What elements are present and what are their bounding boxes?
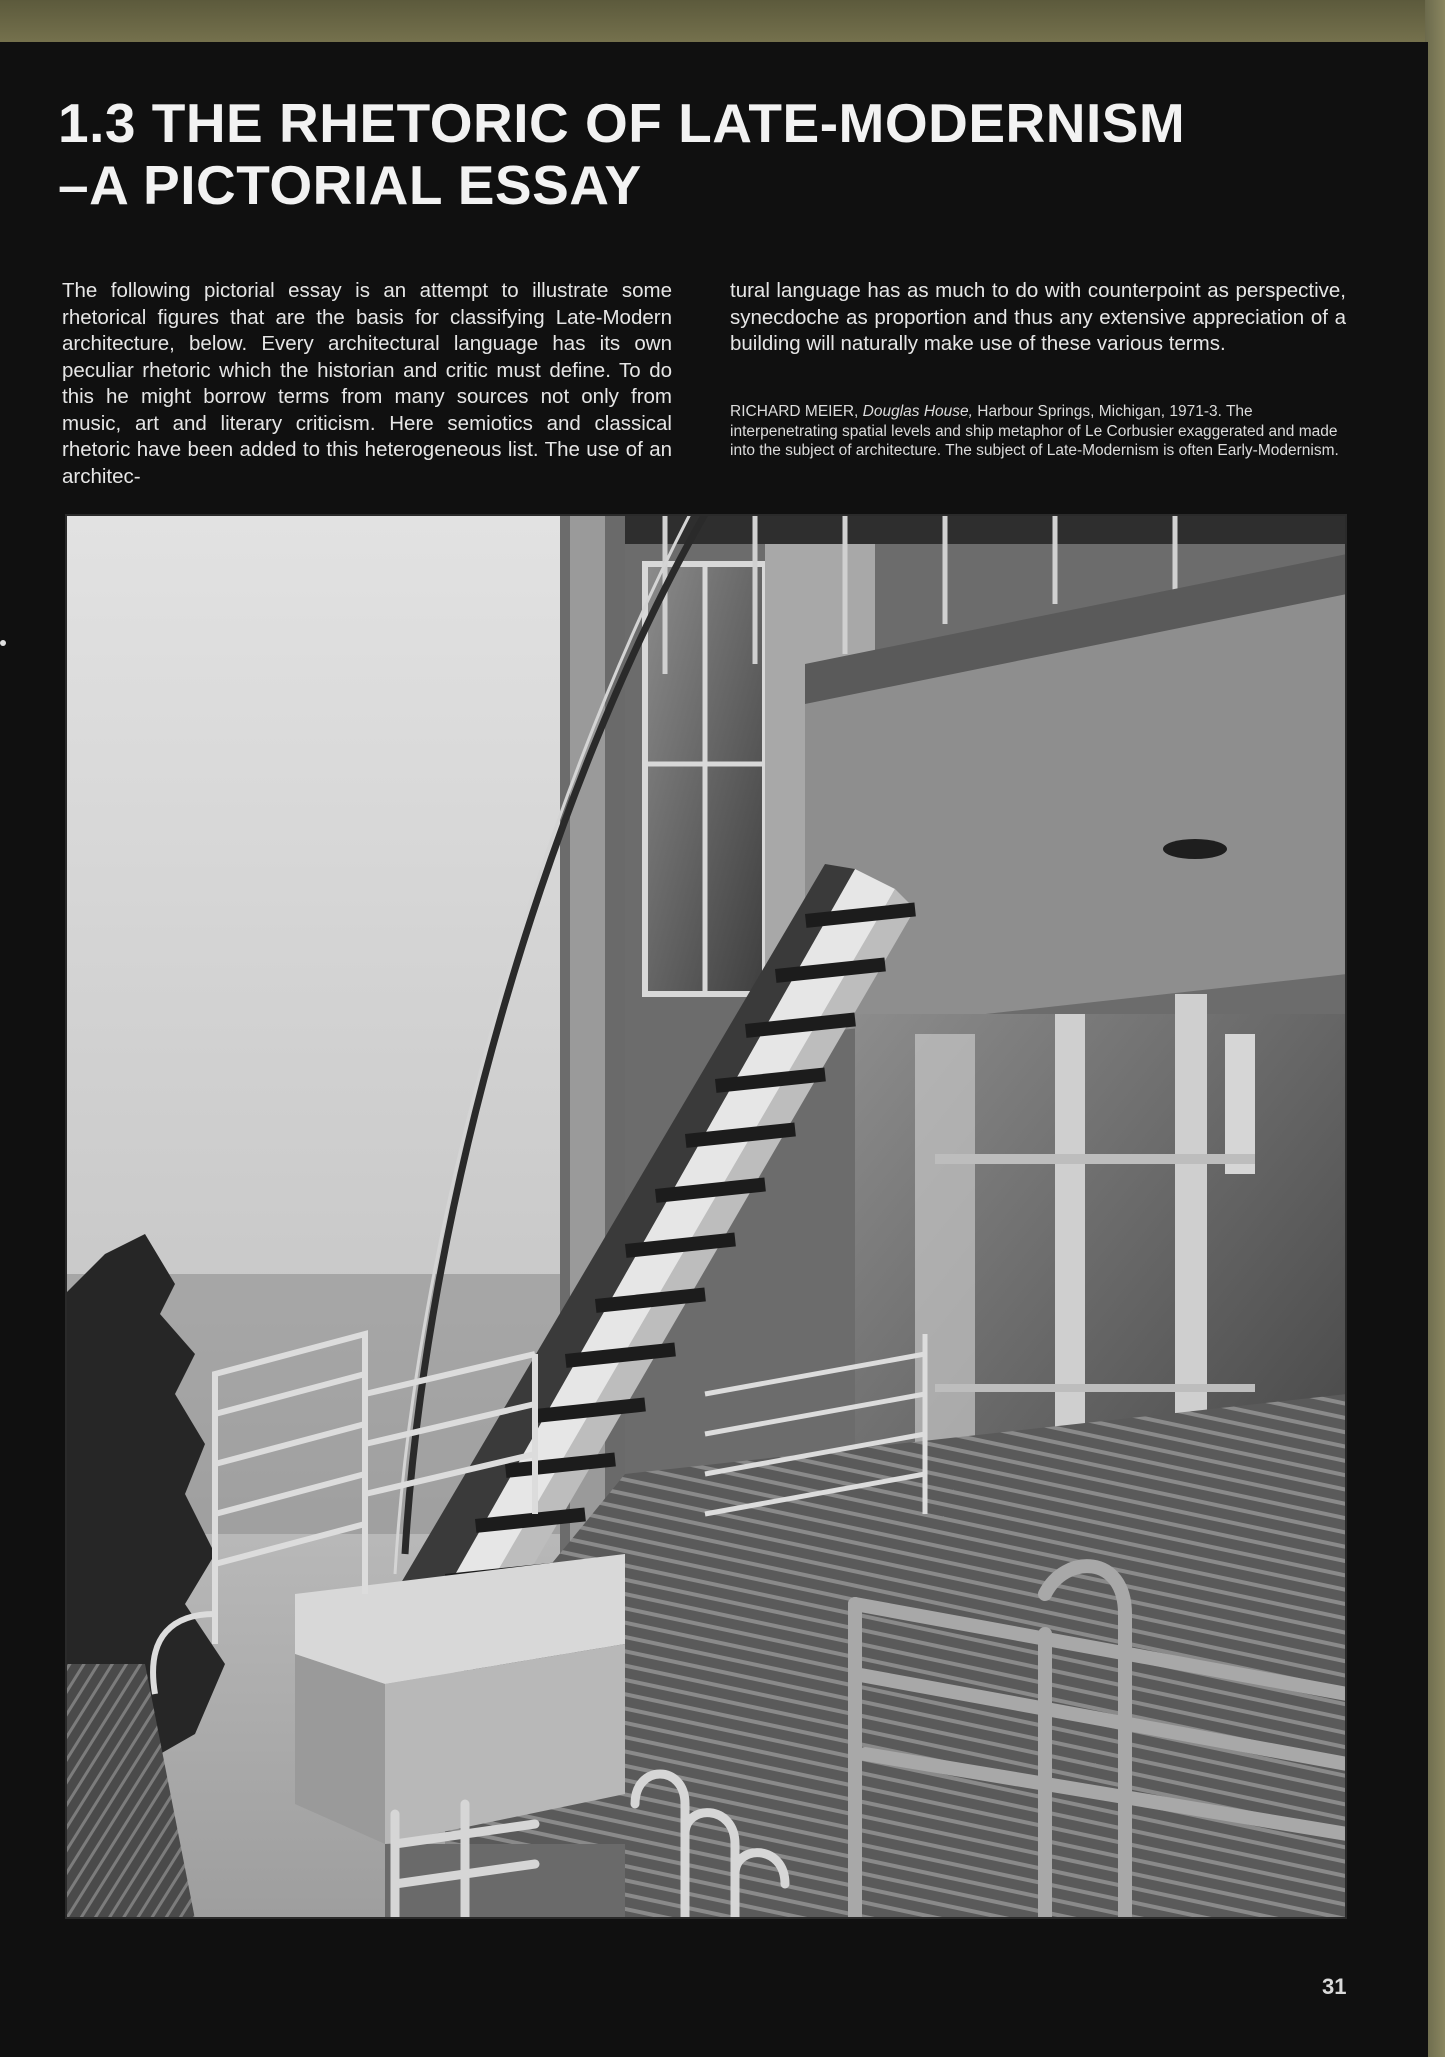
- title-line-2: –A PICTORIAL ESSAY: [58, 154, 642, 216]
- essay-text-right-column: tural language has as much to do with counterpoint as perspective, synecdoche as proportion and thus any extensive appreciation of a building will naturally make use of these various terms.: [730, 279, 1346, 355]
- ceiling-light: [1163, 839, 1227, 859]
- page-edge-mark: [0, 640, 6, 646]
- caption-architect: RICHARD MEIER,: [730, 403, 859, 420]
- caption-place-date: Harbour Springs, Michigan, 1971-3.: [977, 403, 1222, 420]
- photo-drawing: [65, 514, 1347, 1919]
- douglas-house-photograph: [65, 514, 1347, 1919]
- photo-caption: [730, 402, 1346, 461]
- desk-background-top: [0, 0, 1445, 48]
- caption-work-title: Douglas House,: [862, 403, 973, 420]
- desk-background-right: [1425, 0, 1445, 2057]
- page-title: [58, 92, 1338, 216]
- page-number: 31: [1322, 1974, 1347, 1999]
- caption-description: The interpenetrating spatial levels and ship metaphor of Le Corbusier exaggerated and made into the subject of architecture. The subject of Late-Modernism is often Early-Modernism.: [730, 403, 1339, 459]
- essay-text-left-column: The following pictorial essay is an attempt to illustrate some rhetorical figures that are the basis for classifying Late-Modern architecture, below. Every architectural language has its own peculiar rhetoric which the historian and critic must define. To do this he might borrow terms from many sources not only from music, art and literary criticism. Here semiotics and classical rhetoric have been added to this heterogeneous list. The use of an architec-: [62, 279, 672, 488]
- title-line-1: 1.3 THE RHETORIC OF LATE-MODERNISM: [58, 92, 1186, 154]
